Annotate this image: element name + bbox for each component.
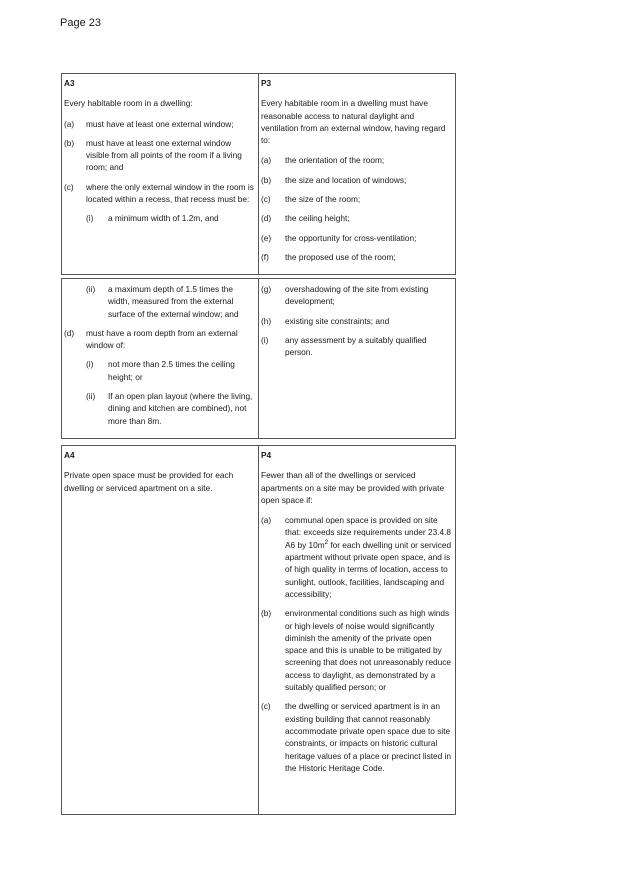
item-label: (a) bbox=[261, 515, 272, 526]
item-label: (i) bbox=[261, 334, 269, 345]
list-item bbox=[261, 154, 453, 166]
list-item bbox=[261, 283, 453, 308]
sub-item-text: a minimum width of 1.2m, and bbox=[108, 213, 219, 224]
clause-code: A4 bbox=[64, 450, 75, 460]
table-continuation bbox=[61, 278, 456, 439]
list-item bbox=[64, 137, 256, 174]
item-text: must have a room depth from an external window of: bbox=[86, 327, 238, 351]
item-label: (g) bbox=[261, 284, 272, 294]
sub-item-label: (i) bbox=[86, 213, 94, 224]
list-item bbox=[261, 232, 453, 244]
clause-intro: Private open space must be provided for each dwelling or serviced apartment on a site. bbox=[64, 470, 234, 493]
list-item bbox=[64, 327, 256, 352]
item-label: (c) bbox=[261, 701, 271, 712]
acceptable-solution-a4 bbox=[62, 446, 259, 814]
clause-code: A3 bbox=[64, 78, 75, 88]
performance-criteria-p4 bbox=[259, 446, 455, 814]
clause-code: P3 bbox=[261, 78, 272, 88]
acceptable-solution-a3 bbox=[62, 74, 259, 274]
item-text: the proposed use of the room; bbox=[285, 251, 396, 262]
page-number: Page 23 bbox=[60, 17, 101, 29]
item-label: (a) bbox=[64, 118, 75, 129]
item-label: (d) bbox=[64, 327, 75, 338]
item-text: the opportunity for cross-ventilation; bbox=[285, 232, 417, 243]
item-label: (c) bbox=[261, 194, 271, 205]
item-text: the orientation of the room; bbox=[285, 155, 385, 166]
list-item bbox=[261, 174, 453, 186]
item-label: (c) bbox=[64, 181, 74, 192]
list-item bbox=[261, 212, 453, 224]
item-text: the size of the room; bbox=[285, 194, 361, 205]
item-text: existing site constraints; and bbox=[285, 315, 390, 326]
item-text: the size and location of windows; bbox=[285, 174, 407, 185]
item-text: the dwelling or serviced apartment is in an existing building that cannot reasonably accommodate private open space due to site constraints, or impacts on historic cultural heritage values of a place or precinct listed in the Historic Heritage Code. bbox=[285, 701, 452, 773]
sub-item bbox=[86, 390, 256, 427]
list-item bbox=[261, 607, 453, 693]
list-item bbox=[64, 118, 256, 130]
sub-item-text: a maximum depth of 1.5 times the width, measured from the external surface of the external window; and bbox=[108, 284, 239, 319]
clause-intro: Every habitable room in a dwelling must have reasonable access to natural daylight and ventilation from an external window, having regard to: bbox=[261, 98, 446, 146]
item-text: must have at least one external window; bbox=[86, 118, 234, 129]
list-item bbox=[261, 514, 453, 600]
item-label: (a) bbox=[261, 155, 272, 166]
item-label: (b) bbox=[64, 137, 75, 148]
sub-item-label: (ii) bbox=[86, 284, 96, 294]
table-a3-p3 bbox=[61, 73, 456, 275]
item-text: the ceiling height; bbox=[285, 213, 350, 224]
item-text: any assessment by a suitably qualified person. bbox=[285, 334, 427, 358]
clause-code: P4 bbox=[261, 450, 272, 460]
superscript: 2 bbox=[324, 540, 329, 547]
acceptable-solution-continued bbox=[62, 279, 259, 438]
item-text: environmental conditions such as high winds or high levels of noise would significantly diminish the amenity of the private open space and this is unable to be mitigated by screening that does not unreasonably reduce access to daylight, as demonstrated by a suitably qualified person; or bbox=[285, 608, 452, 693]
sub-item-text: not more than 2.5 times the ceiling height; or bbox=[108, 359, 235, 382]
item-text: must have at least one external window visible from all points of the room if a living room; and bbox=[86, 137, 242, 173]
item-label: (d) bbox=[261, 213, 272, 224]
sub-item-label: (i) bbox=[86, 359, 94, 370]
item-text-part: for each dwelling unit or serviced apartment without private open space, and is of high quality in terms of location, access to sunlight, outlook, facilities, landscaping and accessibility; bbox=[285, 539, 452, 599]
clause-intro: Every habitable room in a dwelling: bbox=[64, 98, 193, 109]
sub-item-label: (ii) bbox=[86, 391, 96, 402]
table-a4-p4 bbox=[61, 445, 456, 815]
item-label: (f) bbox=[261, 251, 269, 262]
sub-item bbox=[86, 283, 256, 320]
list-item bbox=[261, 193, 453, 205]
item-label: (b) bbox=[261, 608, 272, 619]
item-label: (e) bbox=[261, 232, 272, 243]
item-text bbox=[285, 514, 453, 600]
item-text: where the only external window in the room is located within a recess, that recess must be: bbox=[86, 181, 254, 205]
list-item bbox=[261, 334, 453, 359]
sub-item-text: If an open plan layout (where the living, dining and kitchen are combined), not more than 8m. bbox=[108, 391, 253, 426]
item-text-part: communal open space is provided on site that: exceeds size requirements under 23.4.8 A6 by 10m bbox=[285, 515, 452, 550]
item-label: (h) bbox=[261, 315, 272, 326]
list-item bbox=[261, 315, 453, 327]
list-item bbox=[64, 181, 256, 206]
item-label: (b) bbox=[261, 174, 272, 185]
sub-item bbox=[86, 358, 256, 383]
item-text: overshadowing of the site from existing development; bbox=[285, 284, 429, 307]
performance-criteria-continued bbox=[259, 279, 455, 438]
clause-intro: Fewer than all of the dwellings or serviced apartments on a site may be provided with private open space if: bbox=[261, 470, 445, 505]
sub-item bbox=[86, 212, 256, 224]
list-item bbox=[261, 700, 453, 774]
list-item bbox=[261, 251, 453, 263]
performance-criteria-p3 bbox=[259, 74, 455, 274]
